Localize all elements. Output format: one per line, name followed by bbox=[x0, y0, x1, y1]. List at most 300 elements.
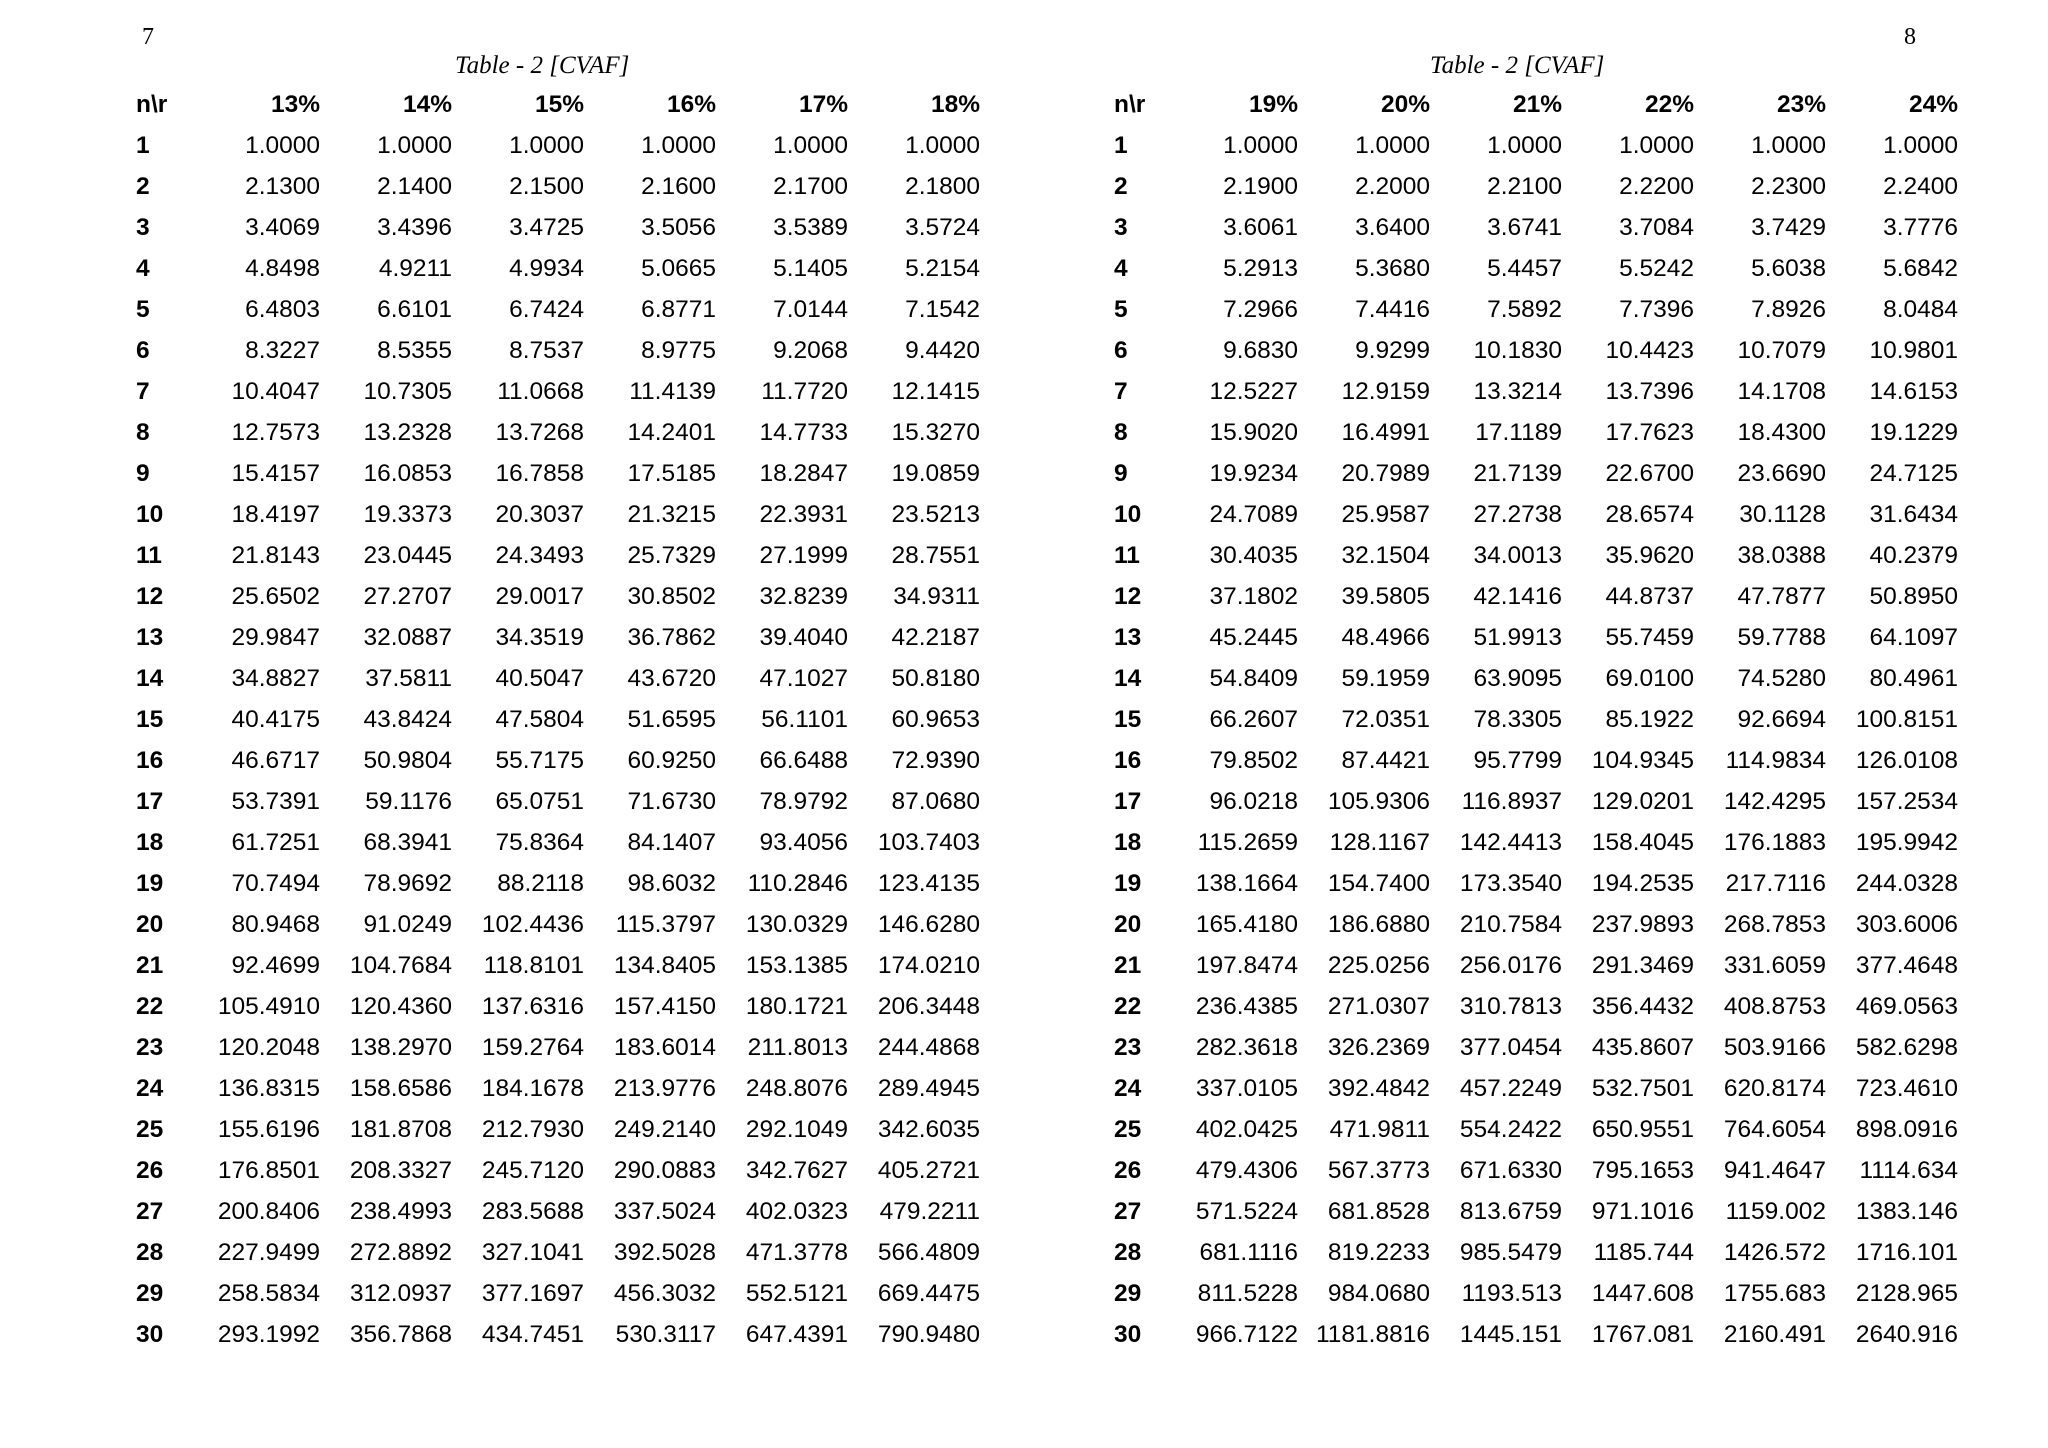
value-cell: 25.7329 bbox=[627, 541, 716, 569]
value-cell: 21.3215 bbox=[627, 500, 716, 528]
table-row bbox=[136, 1109, 980, 1150]
period-cell: 24 bbox=[1114, 1074, 1142, 1102]
value-cell: 10.4423 bbox=[1605, 336, 1694, 364]
value-cell: 15.4157 bbox=[231, 459, 320, 487]
value-cell: 180.1721 bbox=[745, 992, 848, 1020]
value-cell: 61.7251 bbox=[231, 828, 320, 856]
table-row bbox=[136, 1027, 980, 1068]
value-cell: 2.1900 bbox=[1223, 172, 1298, 200]
value-cell: 1.0000 bbox=[1883, 131, 1958, 159]
value-cell: 1.0000 bbox=[641, 131, 716, 159]
value-cell: 471.3778 bbox=[745, 1238, 848, 1266]
table-row bbox=[136, 617, 980, 658]
value-cell: 30.1128 bbox=[1739, 500, 1826, 528]
value-cell: 22.6700 bbox=[1605, 459, 1694, 487]
value-cell: 566.4809 bbox=[877, 1238, 980, 1266]
value-cell: 28.7551 bbox=[891, 541, 980, 569]
value-cell: 7.5892 bbox=[1487, 295, 1562, 323]
value-cell: 130.0329 bbox=[745, 910, 848, 938]
value-cell: 213.9776 bbox=[613, 1074, 716, 1102]
value-cell: 8.0484 bbox=[1883, 295, 1958, 323]
period-cell: 26 bbox=[1114, 1156, 1142, 1184]
value-cell: 91.0249 bbox=[363, 910, 452, 938]
value-cell: 258.5834 bbox=[217, 1279, 320, 1307]
value-cell: 6.4803 bbox=[245, 295, 320, 323]
header-row bbox=[1114, 84, 1958, 125]
value-cell: 8.9775 bbox=[641, 336, 716, 364]
value-cell: 811.5228 bbox=[1197, 1279, 1298, 1307]
value-cell: 12.9159 bbox=[1341, 377, 1430, 405]
period-cell: 19 bbox=[136, 869, 164, 897]
value-cell: 1426.572 bbox=[1723, 1238, 1826, 1266]
value-cell: 38.0388 bbox=[1737, 541, 1826, 569]
period-cell: 3 bbox=[136, 213, 150, 241]
period-cell: 1 bbox=[136, 131, 150, 159]
value-cell: 45.2445 bbox=[1209, 623, 1298, 651]
value-cell: 291.3469 bbox=[1591, 951, 1694, 979]
value-cell: 1.0000 bbox=[1751, 131, 1826, 159]
header-rate: 20% bbox=[1380, 90, 1430, 118]
value-cell: 238.4993 bbox=[349, 1197, 452, 1225]
table-row bbox=[1114, 617, 1958, 658]
value-cell: 56.1101 bbox=[761, 705, 848, 733]
value-cell: 206.3448 bbox=[877, 992, 980, 1020]
value-cell: 7.2966 bbox=[1223, 295, 1298, 323]
period-cell: 25 bbox=[1114, 1115, 1142, 1143]
value-cell: 310.7813 bbox=[1459, 992, 1562, 1020]
value-cell: 237.9893 bbox=[1591, 910, 1694, 938]
value-cell: 65.0751 bbox=[495, 787, 584, 815]
value-cell: 19.3373 bbox=[363, 500, 452, 528]
value-cell: 14.7733 bbox=[759, 418, 848, 446]
value-cell: 118.8101 bbox=[483, 951, 584, 979]
value-cell: 2.2100 bbox=[1487, 172, 1562, 200]
header-rate: 14% bbox=[402, 90, 452, 118]
value-cell: 227.9499 bbox=[217, 1238, 320, 1266]
value-cell: 8.3227 bbox=[245, 336, 320, 364]
value-cell: 647.4391 bbox=[745, 1320, 848, 1348]
value-cell: 154.7400 bbox=[1327, 869, 1430, 897]
value-cell: 764.6054 bbox=[1723, 1115, 1826, 1143]
value-cell: 3.4396 bbox=[377, 213, 452, 241]
cvaf-table-left bbox=[136, 84, 980, 1355]
value-cell: 20.7989 bbox=[1341, 459, 1430, 487]
table-row bbox=[1114, 330, 1958, 371]
value-cell: 2.2400 bbox=[1883, 172, 1958, 200]
value-cell: 5.6038 bbox=[1751, 254, 1826, 282]
value-cell: 32.1504 bbox=[1341, 541, 1430, 569]
period-cell: 18 bbox=[136, 828, 164, 856]
period-cell: 29 bbox=[136, 1279, 164, 1307]
header-rate: 16% bbox=[666, 90, 716, 118]
value-cell: 80.9468 bbox=[231, 910, 320, 938]
value-cell: 5.4457 bbox=[1487, 254, 1562, 282]
period-cell: 5 bbox=[1114, 295, 1128, 323]
value-cell: 22.3931 bbox=[759, 500, 848, 528]
value-cell: 16.4991 bbox=[1341, 418, 1430, 446]
value-cell: 5.2154 bbox=[905, 254, 980, 282]
value-cell: 813.6759 bbox=[1459, 1197, 1562, 1225]
value-cell: 984.0680 bbox=[1327, 1279, 1430, 1307]
period-cell: 21 bbox=[136, 951, 164, 979]
table-row bbox=[136, 781, 980, 822]
value-cell: 16.7858 bbox=[495, 459, 584, 487]
value-cell: 47.5804 bbox=[495, 705, 584, 733]
period-cell: 13 bbox=[1114, 623, 1142, 651]
value-cell: 186.6880 bbox=[1327, 910, 1430, 938]
period-cell: 15 bbox=[136, 705, 164, 733]
value-cell: 326.2369 bbox=[1327, 1033, 1430, 1061]
period-cell: 17 bbox=[1114, 787, 1142, 815]
value-cell: 115.3797 bbox=[615, 910, 716, 938]
value-cell: 10.7305 bbox=[363, 377, 452, 405]
value-cell: 2128.965 bbox=[1855, 1279, 1958, 1307]
value-cell: 27.2707 bbox=[363, 582, 452, 610]
value-cell: 3.5724 bbox=[905, 213, 980, 241]
value-cell: 1.0000 bbox=[1223, 131, 1298, 159]
value-cell: 217.7116 bbox=[1725, 869, 1826, 897]
value-cell: 402.0323 bbox=[745, 1197, 848, 1225]
table-row bbox=[136, 1232, 980, 1273]
table-row bbox=[1114, 1232, 1958, 1273]
period-cell: 23 bbox=[1114, 1033, 1142, 1061]
value-cell: 55.7459 bbox=[1605, 623, 1694, 651]
value-cell: 34.9311 bbox=[893, 582, 980, 610]
value-cell: 582.6298 bbox=[1855, 1033, 1958, 1061]
table-row bbox=[136, 945, 980, 986]
value-cell: 456.3032 bbox=[613, 1279, 716, 1307]
value-cell: 2.1700 bbox=[773, 172, 848, 200]
value-cell: 42.2187 bbox=[891, 623, 980, 651]
value-cell: 985.5479 bbox=[1459, 1238, 1562, 1266]
value-cell: 723.4610 bbox=[1855, 1074, 1958, 1102]
value-cell: 2160.491 bbox=[1723, 1320, 1826, 1348]
value-cell: 15.9020 bbox=[1209, 418, 1298, 446]
table-row bbox=[136, 1191, 980, 1232]
page-number-right: 8 bbox=[1904, 24, 1916, 50]
value-cell: 211.8013 bbox=[747, 1033, 848, 1061]
value-cell: 2.2000 bbox=[1355, 172, 1430, 200]
table-row bbox=[136, 822, 980, 863]
value-cell: 174.0210 bbox=[877, 951, 980, 979]
header-rate: 23% bbox=[1776, 90, 1826, 118]
value-cell: 4.8498 bbox=[245, 254, 320, 282]
value-cell: 819.2233 bbox=[1327, 1238, 1430, 1266]
table-row bbox=[1114, 740, 1958, 781]
value-cell: 153.1385 bbox=[745, 951, 848, 979]
value-cell: 1114.634 bbox=[1859, 1156, 1958, 1184]
value-cell: 95.7799 bbox=[1473, 746, 1562, 774]
value-cell: 11.0668 bbox=[497, 377, 584, 405]
period-cell: 12 bbox=[136, 582, 164, 610]
value-cell: 92.6694 bbox=[1737, 705, 1826, 733]
value-cell: 184.1678 bbox=[481, 1074, 584, 1102]
value-cell: 123.4135 bbox=[877, 869, 980, 897]
value-cell: 9.4420 bbox=[905, 336, 980, 364]
value-cell: 1.0000 bbox=[905, 131, 980, 159]
period-cell: 11 bbox=[136, 541, 162, 569]
value-cell: 1.0000 bbox=[1487, 131, 1562, 159]
period-cell: 11 bbox=[1114, 541, 1140, 569]
value-cell: 85.1922 bbox=[1605, 705, 1694, 733]
value-cell: 5.0665 bbox=[641, 254, 716, 282]
period-cell: 2 bbox=[136, 172, 150, 200]
table-row bbox=[136, 371, 980, 412]
value-cell: 1.0000 bbox=[509, 131, 584, 159]
value-cell: 8.5355 bbox=[377, 336, 452, 364]
value-cell: 102.4436 bbox=[481, 910, 584, 938]
period-cell: 28 bbox=[136, 1238, 164, 1266]
value-cell: 120.2048 bbox=[217, 1033, 320, 1061]
value-cell: 245.7120 bbox=[481, 1156, 584, 1184]
value-cell: 35.9620 bbox=[1605, 541, 1694, 569]
table-row bbox=[1114, 125, 1958, 166]
value-cell: 34.3519 bbox=[495, 623, 584, 651]
header-rate: 19% bbox=[1248, 90, 1298, 118]
table-row bbox=[136, 1150, 980, 1191]
value-cell: 9.2068 bbox=[773, 336, 848, 364]
value-cell: 408.8753 bbox=[1723, 992, 1826, 1020]
value-cell: 37.5811 bbox=[365, 664, 452, 692]
value-cell: 3.5056 bbox=[641, 213, 716, 241]
table-row bbox=[136, 576, 980, 617]
header-period-rate: n\r bbox=[136, 90, 168, 118]
value-cell: 5.3680 bbox=[1355, 254, 1430, 282]
value-cell: 3.5389 bbox=[773, 213, 848, 241]
value-cell: 55.7175 bbox=[495, 746, 584, 774]
value-cell: 567.3773 bbox=[1327, 1156, 1430, 1184]
table-row bbox=[1114, 1109, 1958, 1150]
value-cell: 31.6434 bbox=[1869, 500, 1958, 528]
value-cell: 10.1830 bbox=[1473, 336, 1562, 364]
value-cell: 1447.608 bbox=[1591, 1279, 1694, 1307]
value-cell: 63.9095 bbox=[1473, 664, 1562, 692]
period-cell: 7 bbox=[1114, 377, 1128, 405]
table-row bbox=[136, 166, 980, 207]
value-cell: 7.0144 bbox=[773, 295, 848, 323]
value-cell: 6.8771 bbox=[641, 295, 716, 323]
period-cell: 22 bbox=[136, 992, 164, 1020]
value-cell: 292.1049 bbox=[745, 1115, 848, 1143]
value-cell: 14.2401 bbox=[627, 418, 716, 446]
table-row bbox=[136, 658, 980, 699]
value-cell: 72.0351 bbox=[1341, 705, 1430, 733]
value-cell: 337.5024 bbox=[613, 1197, 716, 1225]
value-cell: 158.6586 bbox=[349, 1074, 452, 1102]
value-cell: 249.2140 bbox=[613, 1115, 716, 1143]
table-row bbox=[1114, 1027, 1958, 1068]
value-cell: 293.1992 bbox=[217, 1320, 320, 1348]
period-cell: 20 bbox=[1114, 910, 1142, 938]
table-row bbox=[136, 986, 980, 1027]
value-cell: 20.3037 bbox=[495, 500, 584, 528]
value-cell: 1181.8816 bbox=[1316, 1320, 1430, 1348]
value-cell: 60.9250 bbox=[627, 746, 716, 774]
table-row bbox=[1114, 207, 1958, 248]
value-cell: 72.9390 bbox=[891, 746, 980, 774]
value-cell: 59.7788 bbox=[1737, 623, 1826, 651]
period-cell: 27 bbox=[136, 1197, 164, 1225]
value-cell: 40.5047 bbox=[495, 664, 584, 692]
header-period-rate: n\r bbox=[1114, 90, 1146, 118]
table-row bbox=[1114, 1150, 1958, 1191]
value-cell: 176.1883 bbox=[1723, 828, 1826, 856]
value-cell: 392.4842 bbox=[1327, 1074, 1430, 1102]
table-row bbox=[1114, 494, 1958, 535]
table-row bbox=[1114, 453, 1958, 494]
table-row bbox=[1114, 166, 1958, 207]
value-cell: 78.9692 bbox=[363, 869, 452, 897]
period-cell: 10 bbox=[1114, 500, 1142, 528]
value-cell: 1159.002 bbox=[1725, 1197, 1826, 1225]
period-cell: 3 bbox=[1114, 213, 1128, 241]
value-cell: 18.4300 bbox=[1737, 418, 1826, 446]
value-cell: 71.6730 bbox=[627, 787, 716, 815]
value-cell: 12.7573 bbox=[231, 418, 320, 446]
value-cell: 795.1653 bbox=[1591, 1156, 1694, 1184]
value-cell: 13.7268 bbox=[495, 418, 584, 446]
value-cell: 356.7868 bbox=[349, 1320, 452, 1348]
value-cell: 134.8405 bbox=[613, 951, 716, 979]
period-cell: 25 bbox=[136, 1115, 164, 1143]
value-cell: 377.1697 bbox=[481, 1279, 584, 1307]
value-cell: 6.6101 bbox=[377, 295, 452, 323]
value-cell: 1193.513 bbox=[1461, 1279, 1562, 1307]
value-cell: 142.4413 bbox=[1459, 828, 1562, 856]
value-cell: 29.0017 bbox=[495, 582, 584, 610]
table-row bbox=[136, 207, 980, 248]
table-row bbox=[1114, 822, 1958, 863]
table-row bbox=[136, 125, 980, 166]
value-cell: 50.8950 bbox=[1869, 582, 1958, 610]
value-cell: 104.7684 bbox=[349, 951, 452, 979]
value-cell: 2.2300 bbox=[1751, 172, 1826, 200]
value-cell: 43.6720 bbox=[627, 664, 716, 692]
period-cell: 14 bbox=[136, 664, 164, 692]
value-cell: 1383.146 bbox=[1855, 1197, 1958, 1225]
table-row bbox=[1114, 1273, 1958, 1314]
header-rate: 22% bbox=[1644, 90, 1694, 118]
value-cell: 256.0176 bbox=[1459, 951, 1562, 979]
table-row bbox=[1114, 535, 1958, 576]
value-cell: 471.9811 bbox=[1329, 1115, 1430, 1143]
header-rate: 18% bbox=[930, 90, 980, 118]
value-cell: 1185.744 bbox=[1593, 1238, 1694, 1266]
value-cell: 5.2913 bbox=[1223, 254, 1298, 282]
period-cell: 9 bbox=[1114, 459, 1128, 487]
period-cell: 4 bbox=[1114, 254, 1128, 282]
value-cell: 434.7451 bbox=[481, 1320, 584, 1348]
value-cell: 337.0105 bbox=[1195, 1074, 1298, 1102]
value-cell: 40.4175 bbox=[231, 705, 320, 733]
period-cell: 24 bbox=[136, 1074, 164, 1102]
period-cell: 8 bbox=[136, 418, 150, 446]
value-cell: 24.7125 bbox=[1869, 459, 1958, 487]
value-cell: 138.2970 bbox=[349, 1033, 452, 1061]
value-cell: 289.4945 bbox=[877, 1074, 980, 1102]
value-cell: 3.6400 bbox=[1355, 213, 1430, 241]
value-cell: 2.1600 bbox=[641, 172, 716, 200]
value-cell: 1.0000 bbox=[773, 131, 848, 159]
value-cell: 4.9211 bbox=[378, 254, 452, 282]
value-cell: 19.9234 bbox=[1209, 459, 1298, 487]
value-cell: 6.7424 bbox=[509, 295, 584, 323]
table-title-right: Table - 2 [CVAF] bbox=[1430, 52, 1605, 79]
value-cell: 14.1708 bbox=[1737, 377, 1826, 405]
table-row bbox=[136, 535, 980, 576]
value-cell: 212.7930 bbox=[481, 1115, 584, 1143]
value-cell: 105.9306 bbox=[1327, 787, 1430, 815]
header-rate: 15% bbox=[534, 90, 584, 118]
value-cell: 377.0454 bbox=[1459, 1033, 1562, 1061]
period-cell: 17 bbox=[136, 787, 164, 815]
value-cell: 9.6830 bbox=[1223, 336, 1298, 364]
value-cell: 66.2607 bbox=[1209, 705, 1298, 733]
value-cell: 503.9166 bbox=[1723, 1033, 1826, 1061]
value-cell: 3.4069 bbox=[245, 213, 320, 241]
table-row bbox=[136, 904, 980, 945]
value-cell: 790.9480 bbox=[877, 1320, 980, 1348]
value-cell: 88.2118 bbox=[497, 869, 584, 897]
table-row bbox=[136, 740, 980, 781]
value-cell: 183.6014 bbox=[613, 1033, 716, 1061]
period-cell: 9 bbox=[136, 459, 150, 487]
value-cell: 2.1800 bbox=[905, 172, 980, 200]
value-cell: 110.2846 bbox=[747, 869, 848, 897]
value-cell: 159.2764 bbox=[481, 1033, 584, 1061]
value-cell: 13.2328 bbox=[363, 418, 452, 446]
period-cell: 27 bbox=[1114, 1197, 1142, 1225]
value-cell: 84.1407 bbox=[627, 828, 716, 856]
value-cell: 671.6330 bbox=[1459, 1156, 1562, 1184]
value-cell: 37.1802 bbox=[1209, 582, 1298, 610]
value-cell: 12.1415 bbox=[891, 377, 980, 405]
value-cell: 7.1542 bbox=[905, 295, 980, 323]
value-cell: 342.6035 bbox=[877, 1115, 980, 1143]
value-cell: 79.8502 bbox=[1209, 746, 1298, 774]
table-row bbox=[1114, 576, 1958, 617]
value-cell: 18.4197 bbox=[231, 500, 320, 528]
value-cell: 59.1176 bbox=[365, 787, 452, 815]
value-cell: 25.9587 bbox=[1341, 500, 1430, 528]
value-cell: 24.3493 bbox=[495, 541, 584, 569]
value-cell: 650.9551 bbox=[1591, 1115, 1694, 1143]
value-cell: 78.9792 bbox=[759, 787, 848, 815]
table-row bbox=[1114, 904, 1958, 945]
header-row bbox=[136, 84, 980, 125]
value-cell: 681.8528 bbox=[1327, 1197, 1430, 1225]
value-cell: 51.9913 bbox=[1473, 623, 1562, 651]
value-cell: 3.4725 bbox=[509, 213, 584, 241]
value-cell: 48.4966 bbox=[1341, 623, 1430, 651]
value-cell: 155.6196 bbox=[217, 1115, 320, 1143]
table-row bbox=[1114, 289, 1958, 330]
value-cell: 669.4475 bbox=[877, 1279, 980, 1307]
period-cell: 22 bbox=[1114, 992, 1142, 1020]
table-row bbox=[1114, 781, 1958, 822]
period-cell: 12 bbox=[1114, 582, 1142, 610]
value-cell: 8.7537 bbox=[509, 336, 584, 364]
value-cell: 70.7494 bbox=[231, 869, 320, 897]
value-cell: 157.4150 bbox=[613, 992, 716, 1020]
value-cell: 2.2200 bbox=[1619, 172, 1694, 200]
value-cell: 42.1416 bbox=[1473, 582, 1562, 610]
value-cell: 30.8502 bbox=[627, 582, 716, 610]
value-cell: 620.8174 bbox=[1723, 1074, 1826, 1102]
value-cell: 40.2379 bbox=[1869, 541, 1958, 569]
value-cell: 290.0883 bbox=[613, 1156, 716, 1184]
value-cell: 966.7122 bbox=[1195, 1320, 1298, 1348]
